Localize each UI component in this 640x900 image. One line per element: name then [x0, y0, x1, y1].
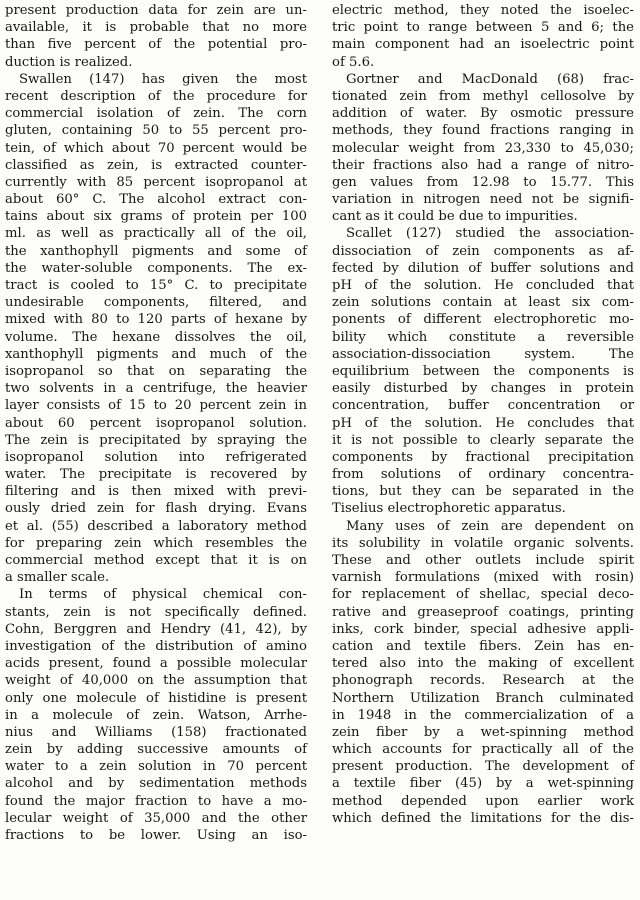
- text-line: only one molecule of histidine is present: [5, 690, 307, 706]
- text-line: Tiselius electrophoretic apparatus.: [332, 501, 566, 517]
- text-line: about 60° C. The alcohol extract con-: [5, 192, 307, 208]
- text-line: components by fractional precipitation: [332, 449, 634, 465]
- text-line: tionated zein from methyl cellosolve by: [332, 88, 634, 104]
- text-line: pH of the solution. He concludes that: [332, 415, 634, 431]
- text-line: commercial method except that it is on: [5, 553, 307, 568]
- text-line: ously dried zein for flash drying. Evans: [5, 501, 307, 517]
- text-line: isopropanol so that on separating the: [5, 363, 307, 379]
- text-line: tract is cooled to 15° C. to precipitate: [5, 278, 307, 293]
- text-line: xanthophyll pigments and much of the: [5, 346, 307, 362]
- text-line: their fractions also had a range of nitro-: [332, 157, 634, 173]
- text-line: et al. (55) described a laboratory method: [5, 518, 307, 534]
- text-line: present production. The development of: [332, 759, 634, 775]
- text-line: present production data for zein are un-: [5, 3, 307, 18]
- text-line: commercial isolation of zein. The corn: [5, 106, 307, 122]
- text-line: acids present, found a possible molecular: [5, 656, 307, 672]
- text-line: available, it is probable that no more: [5, 20, 307, 36]
- text-line: tered also into the making of excellent: [332, 656, 634, 672]
- text-line: gluten, containing 50 to 55 percent pro-: [5, 123, 307, 139]
- text-line: in 1948 in the commercialization of a: [332, 707, 634, 723]
- text-line: weight of 40,000 on the assumption that: [5, 673, 307, 689]
- text-line: alcohol and by sedimentation methods: [5, 776, 307, 792]
- text-line: for preparing zein which resembles the: [5, 535, 307, 551]
- text-line: association-dissociation system. The: [332, 346, 634, 362]
- text-line: zein solutions contain at least six com-: [332, 295, 634, 311]
- text-line: tric point to range between 5 and 6; the: [332, 20, 634, 36]
- text-line: mixed with 80 to 120 parts of hexane by: [5, 312, 307, 328]
- text-line: investigation of the distribution of amino: [5, 638, 307, 654]
- text-line: layer consists of 15 to 20 percent zein in: [5, 398, 307, 414]
- text-line: for replacement of shellac, special deco-: [332, 587, 634, 603]
- text-line: Northern Utilization Branch culminated: [332, 690, 634, 706]
- text-line: variation in nitrogen need not be signifi-: [332, 192, 634, 208]
- text-line: lecular weight of 35,000 and the other: [5, 810, 307, 826]
- text-line: addition of water. By osmotic pressure: [332, 106, 634, 122]
- text-line: rative and greaseproof coatings, printing: [332, 604, 634, 620]
- text-line: equilibrium between the components is: [332, 363, 634, 379]
- text-line: tions, but they can be separated in the: [332, 484, 634, 500]
- text-line: pH of the solution. He concluded that: [332, 278, 634, 293]
- text-line: two solvents in a centrifuge, the heavier: [5, 381, 307, 397]
- text-line: currently with 85 percent isopropanol at: [5, 174, 307, 190]
- text-line: a textile fiber (45) by a wet-spinning: [332, 776, 634, 792]
- left-text-column: [5, 2, 307, 844]
- text-line: the water-soluble components. The ex-: [5, 260, 307, 276]
- text-line: dissociation of zein components as af-: [332, 243, 634, 259]
- text-line: tains about six grams of protein per 100: [5, 209, 307, 225]
- text-line: electric method, they noted the isoelec-: [332, 3, 634, 18]
- text-line: concentration, buffer concentration or: [332, 398, 634, 414]
- text-line: These and other outlets include spirit: [332, 553, 634, 568]
- text-line: filtering and is then mixed with previ-: [5, 484, 307, 500]
- text-line: Cohn, Berggren and Hendry (41, 42), by: [5, 621, 307, 637]
- text-line: zein by adding successive amounts of: [5, 742, 307, 758]
- text-line: nius and Williams (158) fractionated: [5, 724, 307, 740]
- text-line: found the major fraction to have a mo-: [5, 793, 307, 809]
- text-line: Swallen (147) has given the most: [19, 71, 307, 87]
- text-line: varnish formulations (mixed with rosin): [332, 570, 634, 586]
- text-line: methods, they found fractions ranging in: [332, 123, 634, 139]
- text-line: inks, cork binder, special adhesive appli-: [332, 621, 634, 637]
- text-line: about 60 percent isopropanol solution.: [5, 415, 307, 431]
- text-line: ml. as well as practically all of the oil,: [5, 226, 307, 242]
- text-line: it is not possible to clearly separate the: [332, 432, 634, 448]
- text-line: easily disturbed by changes in protein: [332, 381, 634, 397]
- text-line: bility which constitute a reversible: [332, 329, 634, 345]
- text-line: which defined the limitations for the dis-: [332, 810, 634, 826]
- text-line: than five percent of the potential pro-: [5, 37, 307, 53]
- text-line: molecular weight from 23,330 to 45,030;: [332, 140, 634, 156]
- text-line: tein, of which about 70 percent would be: [5, 140, 307, 156]
- text-line: water to a zein solution in 70 percent: [5, 759, 307, 775]
- text-line: cant as it could be due to impurities.: [332, 209, 578, 225]
- text-line: fected by dilution of buffer solutions and: [332, 260, 634, 276]
- text-line: a smaller scale.: [5, 570, 110, 586]
- text-line: classified as zein, is extracted counter-: [5, 157, 307, 173]
- text-line: from solutions of ordinary concentra-: [332, 467, 634, 483]
- text-line: in a molecule of zein. Watson, Arrhe-: [5, 707, 307, 723]
- text-line: The zein is precipitated by spraying the: [5, 432, 307, 448]
- text-line: fractions to be lower. Using an iso-: [5, 828, 307, 843]
- text-line: of 5.6.: [332, 54, 375, 70]
- text-line: zein fiber by a wet-spinning method: [332, 724, 634, 740]
- text-line: recent description of the procedure for: [5, 88, 307, 104]
- text-line: cation and textile fibers. Zein has en-: [332, 638, 634, 654]
- text-line: which accounts for practically all of the: [332, 742, 634, 758]
- text-line: gen values from 12.98 to 15.77. This: [332, 174, 634, 190]
- text-line: main component had an isoelectric point: [332, 37, 634, 53]
- text-line: Gortner and MacDonald (68) frac-: [346, 71, 634, 87]
- right-text-column: [332, 2, 634, 827]
- text-line: Scallet (127) studied the association-: [346, 226, 634, 242]
- text-line: water. The precipitate is recovered by: [5, 467, 307, 483]
- text-line: volume. The hexane dissolves the oil,: [5, 329, 307, 345]
- text-line: stants, zein is not specifically defined.: [5, 604, 307, 620]
- text-line: In terms of physical chemical con-: [19, 587, 307, 603]
- text-line: method depended upon earlier work: [332, 793, 634, 809]
- text-line: ponents of different electrophoretic mo-: [332, 312, 634, 328]
- text-line: phonograph records. Research at the: [332, 673, 634, 689]
- text-line: undesirable components, filtered, and: [5, 295, 307, 311]
- text-line: Many uses of zein are dependent on: [346, 518, 634, 534]
- text-line: the xanthophyll pigments and some of: [5, 243, 307, 259]
- text-line: its solubility in volatile organic solvents.: [332, 535, 634, 551]
- text-line: duction is realized.: [5, 54, 133, 70]
- text-line: isopropanol solution into refrigerated: [5, 449, 307, 465]
